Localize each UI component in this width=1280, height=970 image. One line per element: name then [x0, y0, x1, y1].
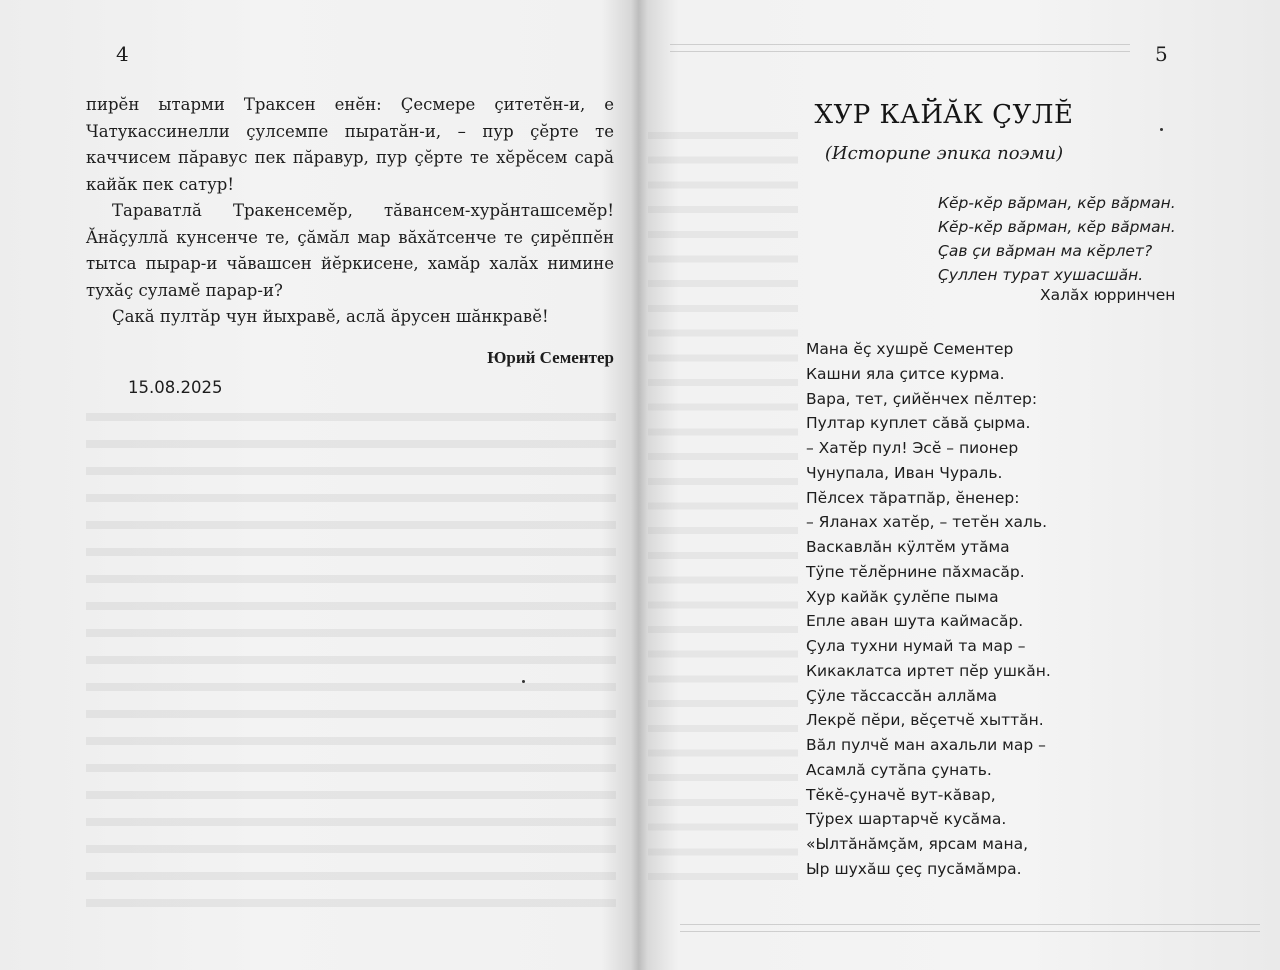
epigraph-line: Çав çи вăрман ма кĕрлет?	[938, 242, 1153, 260]
poem-line: Вăл пулчĕ ман ахальли мар –	[806, 736, 1046, 754]
epigraph-line: Çуллен турат хушасшăн.	[938, 266, 1144, 284]
poem-line: Пултар куплет сăвă çырма.	[806, 414, 1031, 433]
epigraph	[938, 191, 1176, 287]
ink-speck	[1160, 128, 1163, 131]
poem-line: Мана ĕç хушрĕ Сементер	[806, 340, 1014, 358]
poem-line: – Яланах хатĕр, – тетĕн халь.	[806, 513, 1048, 532]
paragraph: пирĕн ытарми Траксен енĕн: Çесмере çитетĕн-и, е Чатукассинелли çулсемпе пыратăн-и, – пур çĕрте те каччисем пăравус пек пăравур, пур çĕрте те хĕрĕсем сарă кайăк пек сатур!	[86, 95, 614, 194]
poem-line: Тÿрех шартарчĕ кусăма.	[806, 810, 1007, 829]
poem-line: «Ылтăнăмçăм, ярсам мана,	[806, 835, 1029, 853]
left-page	[0, 0, 636, 970]
poem-line: Çÿле тăссассăн аллăма	[806, 686, 998, 705]
epigraph-line: Кĕр-кĕр вăрман, кĕр вăрман.	[938, 218, 1176, 236]
poem-line: Вара, тет, çийĕнчех пĕлтер:	[806, 389, 1038, 408]
bleed-through-text	[648, 120, 798, 890]
poem-line: Пĕлсех тăратпăр, ĕненер:	[806, 488, 1020, 507]
poem-subtitle: (Историпе эпика поэми)	[824, 143, 1064, 164]
poem-line: – Хатĕр пул! Эсĕ – пионер	[806, 439, 1019, 457]
poem-line: Епле аван шута каймасăр.	[806, 612, 1024, 631]
ink-speck	[522, 680, 525, 683]
page-number: 5	[1155, 42, 1168, 66]
poem-line: Хур кайăк çулĕпе пыма	[806, 587, 999, 606]
author-signature: Юрий Сементер	[487, 348, 614, 367]
poem-line: Чунупала, Иван Чураль.	[806, 463, 1003, 482]
prose-body	[86, 92, 614, 331]
poem-line: Кашни яла çитсе курма.	[806, 364, 1005, 383]
epigraph-attribution: Халăх юрринчен	[1040, 286, 1176, 304]
footer-ornament	[680, 924, 1260, 932]
poem-line: Тÿпе тĕлĕрнине пăхмасăр.	[806, 562, 1025, 581]
header-ornament	[670, 44, 1130, 52]
poem-line: Тĕкĕ-çуначĕ вут-кăвар,	[806, 785, 996, 804]
paragraph: Тараватлă Тракенсемĕр, тăвансем-хурăнташсемĕр! Ăнăçуллă кунсенче те, çăмăл мар вăхăтсенче те çирĕппĕн тытса пырар-и чăвашсен йĕркисене, хамăр халăх нимине тухăç суламĕ парар-и?	[86, 201, 614, 300]
poem-line: Лекрĕ пĕри, вĕçетчĕ хыттăн.	[806, 711, 1044, 730]
paragraph: Çакă пултăр чун йыхравĕ, аслă ăрусен шăнкравĕ!	[112, 307, 549, 326]
poem-title: ХУР КАЙĂК ÇУЛĔ	[814, 100, 1074, 130]
epigraph-line: Кĕр-кĕр вăрман, кĕр вăрман.	[938, 194, 1176, 212]
poem-line: Асамлă сутăпа çунать.	[806, 760, 992, 779]
date: 15.08.2025	[128, 378, 223, 397]
right-page	[640, 0, 1280, 970]
poem-line: Çула тухни нумай та мар –	[806, 637, 1026, 655]
poem-line: Кикаклатса иртет пĕр ушкăн.	[806, 661, 1051, 680]
bleed-through-text	[86, 400, 616, 920]
page-number: 4	[116, 42, 129, 66]
poem-line: Ыр шухăш çеç пусăмăмра.	[806, 859, 1022, 878]
poem-body	[806, 337, 1051, 882]
poem-line: Васкавлăн кÿлтĕм утăма	[806, 538, 1010, 556]
